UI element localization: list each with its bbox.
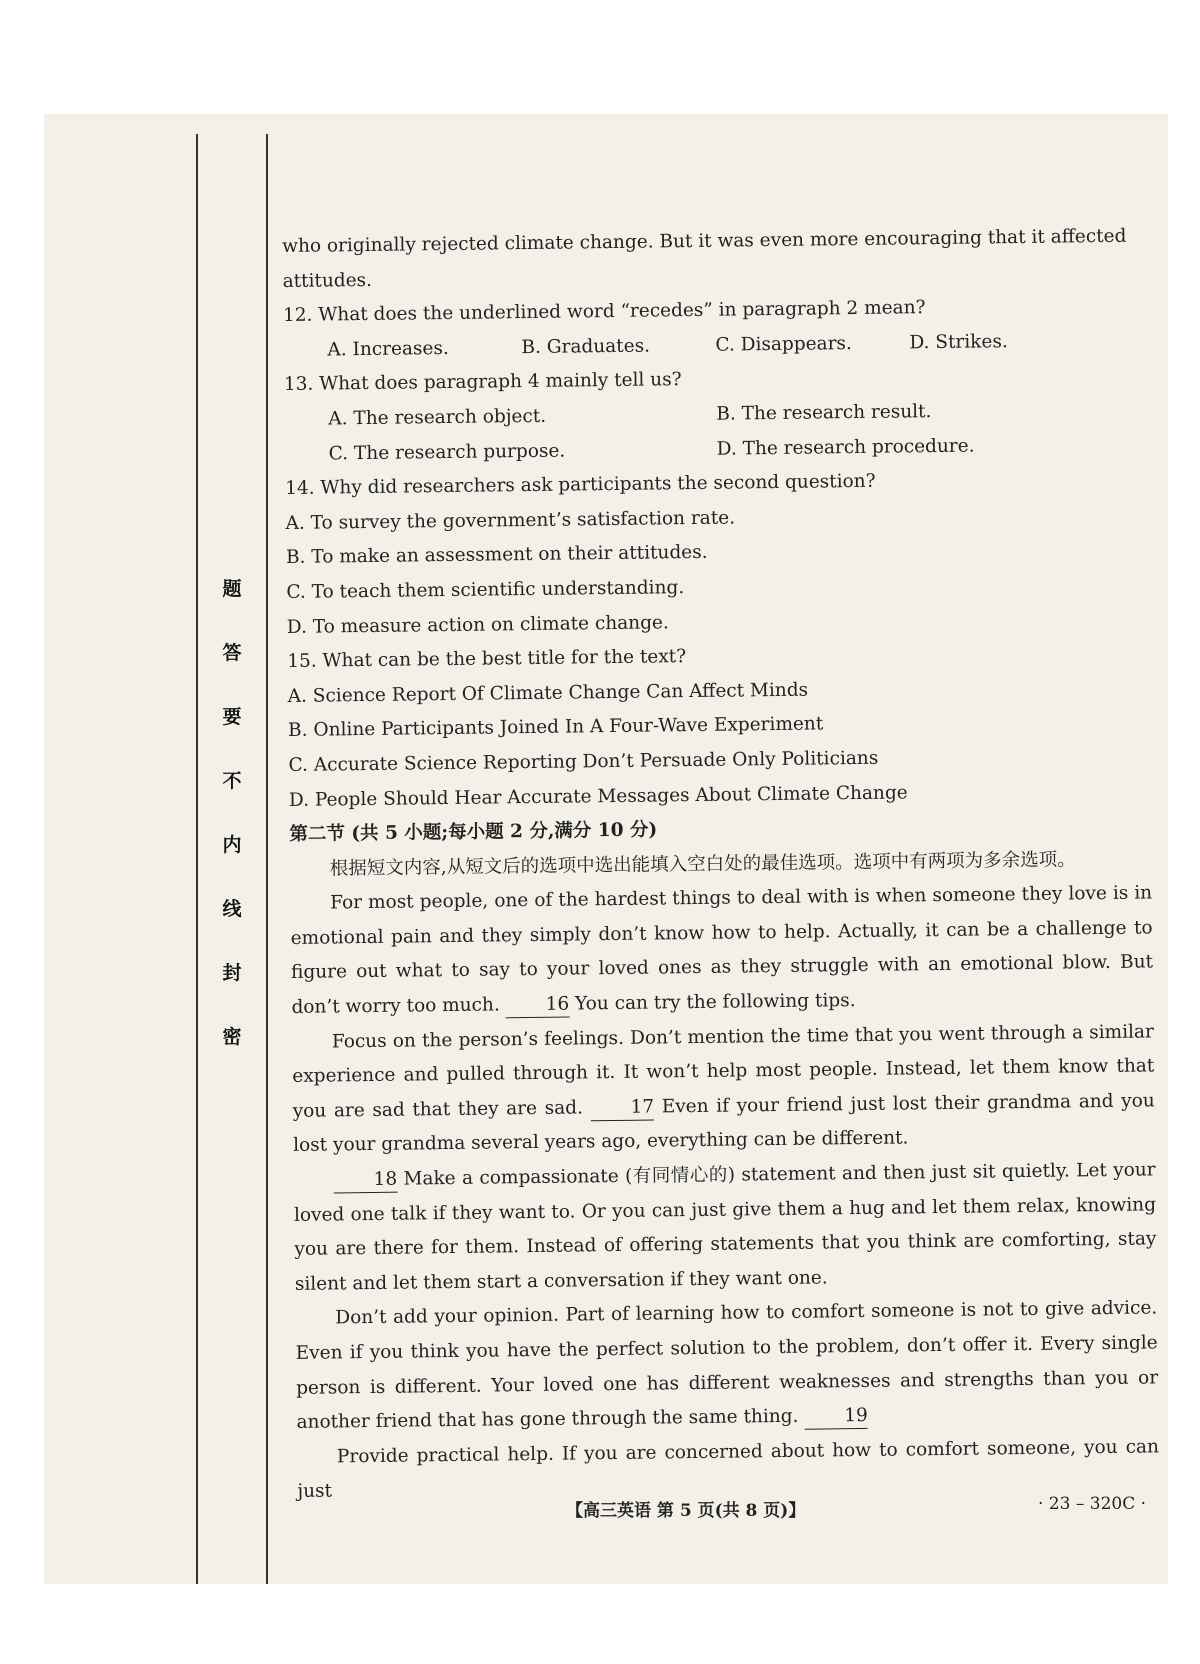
page-content bbox=[282, 219, 1160, 1509]
option: C. The research purpose. bbox=[328, 440, 566, 465]
answer-blank-18[interactable]: 18 bbox=[333, 1168, 397, 1194]
option: D. Strikes. bbox=[909, 330, 1008, 354]
binding-char: 不 bbox=[222, 770, 242, 792]
passage-continuation: who originally rejected climate change. But it was even more encouraging that it affected attitudes. bbox=[282, 225, 1127, 292]
answer-blank-17[interactable]: 17 bbox=[590, 1095, 654, 1121]
paragraph-text: Don’t add your opinion. Part of learning how to comfort someone is not to give advice. Even if you think you have the perfect solution to the problem, don’t offer it. Every single person is different. Your loved one has different weaknesses and strengths than you or another friend that has gone through the same thing. bbox=[295, 1297, 1159, 1434]
passage-paragraph bbox=[295, 1292, 1159, 1441]
answer-blank-19[interactable]: 19 bbox=[804, 1404, 868, 1430]
option: A. To survey the government’s satisfaction rate. bbox=[285, 507, 736, 534]
exam-code: · 23 – 320C · bbox=[1038, 1494, 1147, 1514]
question-stem: 12. What does the underlined word “recedes” in paragraph 2 mean? bbox=[282, 297, 926, 327]
paragraph-text: Make a compassionate (有同情心的) statement and then just sit quietly. Let your loved one talk if they want to. Or you can just give them a hug and let them relax, knowing you are there for them. Instead of offering statements that you think are comforting, stay silent and let them start a conversation if they want one. bbox=[293, 1159, 1157, 1295]
option: A. Increases. bbox=[327, 337, 449, 361]
passage-paragraph bbox=[293, 1153, 1157, 1302]
option: B. The research result. bbox=[716, 401, 932, 425]
passage-paragraph bbox=[292, 1015, 1156, 1164]
option: A. The research object. bbox=[328, 405, 547, 430]
question-14 bbox=[285, 462, 1149, 645]
option: B. Graduates. bbox=[521, 335, 651, 358]
option: B. Online Participants Joined In A Four-Wave Experiment bbox=[287, 713, 824, 742]
binding-char: 要 bbox=[222, 706, 242, 728]
paragraph-text: Even if your friend just lost their grandma and you lost your grandma several years ago, everything can be different. bbox=[293, 1090, 1155, 1157]
option: D. People Should Hear Accurate Messages About Climate Change bbox=[288, 781, 908, 811]
option: D. To measure action on climate change. bbox=[286, 611, 669, 638]
question-stem: 15. What can be the best title for the text? bbox=[287, 646, 687, 673]
section-title: 第二节 (共 5 小题;每小题 2 分,满分 10 分) bbox=[289, 819, 658, 846]
page-label: 【高三英语 第 5 页(共 8 页)】 bbox=[566, 1501, 806, 1521]
binding-char: 封 bbox=[222, 962, 242, 984]
paragraph-text: You can try the following tips. bbox=[574, 990, 856, 1015]
option: C. To teach them scientific understanding. bbox=[286, 577, 685, 603]
question-13 bbox=[284, 358, 1147, 472]
passage-paragraph bbox=[290, 877, 1154, 1026]
option: C. Accurate Science Reporting Don’t Persuade Only Politicians bbox=[288, 747, 879, 776]
paragraph-text: Focus on the person’s feelings. Don’t mention the time that you went through a similar experience and pulled through it. It won’t help most people. Instead, let them know that you are sad that they are sad. bbox=[292, 1021, 1155, 1122]
option: C. Disappears. bbox=[715, 332, 852, 356]
binding-margin bbox=[196, 134, 268, 1584]
binding-char: 答 bbox=[222, 642, 242, 664]
answer-blank-16[interactable]: 16 bbox=[506, 993, 570, 1019]
passage-paragraph: Provide practical help. If you are concerned about how to comfort someone, you can just bbox=[297, 1436, 1160, 1503]
question-15 bbox=[287, 635, 1151, 818]
binding-char: 线 bbox=[222, 898, 242, 920]
question-stem: 14. Why did researchers ask participants the second question? bbox=[285, 470, 876, 500]
binding-char: 内 bbox=[222, 834, 242, 856]
page-footer bbox=[0, 1496, 1200, 1526]
option: A. Science Report Of Climate Change Can Affect Minds bbox=[287, 679, 809, 707]
question-stem: 13. What does paragraph 4 mainly tell us? bbox=[283, 369, 682, 396]
option: B. To make an assessment on their attitudes. bbox=[285, 542, 708, 569]
question-12 bbox=[283, 289, 1146, 369]
section-instruction: 根据短文内容,从短文后的选项中选出能填入空白处的最佳选项。选项中有两项为多余选项。 bbox=[329, 849, 1076, 880]
option: D. The research procedure. bbox=[716, 435, 975, 460]
binding-char: 密 bbox=[222, 1026, 242, 1048]
paragraph-text: For most people, one of the hardest things to deal with is when someone they love is in emotional pain and they simply don’t know how to help. Actually, it can be a challenge to figure out what to say to your loved ones as they struggle with an emotional blow. But don’t worry too much. bbox=[290, 882, 1154, 1019]
binding-char: 题 bbox=[222, 578, 242, 600]
